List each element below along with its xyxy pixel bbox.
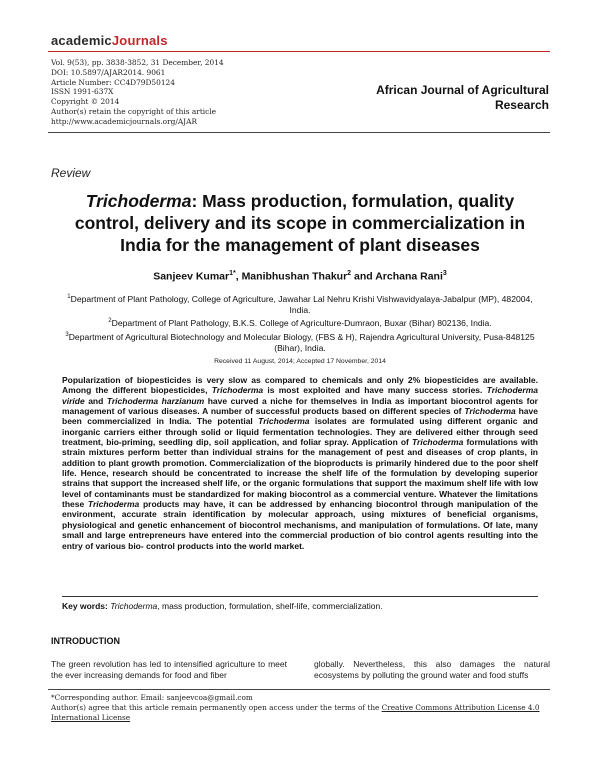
abstract-text: have been commercialized in India. The potential [62,406,538,427]
affiliation-text: Department of Plant Pathology, B.K.S. College of Agriculture-Dumraon, Buxar (Bihar) 802136, India. [111,318,492,329]
title-rest: : Mass production, formulation, quality control, delivery and its scope in commercialization in India for the management of plant diseases [74,191,526,255]
abstract-text: and [84,395,107,406]
affiliation-3 [60,330,540,354]
affiliation-text: Department of Agricultural Biotechnology and Molecular Biology, (FBS & H), Rajendra Agricultural University, Pusa-848125 (Bihar), India. [68,331,535,353]
meta-article-number: Article Number: CC4D79D50124 [51,77,175,87]
author-name: Sanjeev Kumar [153,270,230,283]
author-sup: 2 [347,270,352,277]
meta-issn: ISSN 1991-637X [51,87,114,97]
abstract-text: isolates are formulated using different organic and inorganic carriers either through solid or liquid fermentation technologies. They are delivered either through seed treatment, bio-priming, seedling dip, soil application, and foliar spray. Application of [62,416,538,448]
abstract-rule [62,596,538,597]
license-text: Author(s) agree that this article remain permanently open access under the terms of the [51,703,382,712]
author-name: Archana Rani [375,270,443,283]
body-column-left: The green revolution has led to intensified agriculture to meet the ever increasing demands for food and fiber [51,659,287,680]
abstract-text: formulations with strain mixtures perform better than individual strains for the management of pest and diseases of crop plants, in addition to plant growth promotion. Commercialization of the bioproducts is primarily hindered due to the poor shelf life. Hence, research should be concentrated to increase the shelf life of the formulation by developing superior strains that support the increased shelf life, or the organic formulations that support the maximum shelf life with low level of contaminants must be standardized for making biocontrol as a commercial venture. Whatever the limitations these [62,437,539,510]
journal-logo [51,33,168,48]
abstract-italic-term: Trichoderma [87,499,140,510]
abstract-italic-term: Trichoderma [464,406,516,417]
abstract-text: products may have, it can be addressed by enhancing biocontrol through manipulation of the environment, accurate strain identification by molecular approach, using mixtures of beneficial organisms, physiological and genetic enhancement of biocontrol mechanisms, and manipulation of formulations. Of late, many small and large entrepreneurs have entered into the commercial production of bio control agents resulting into the entry of various bio- control products into the world market. [62,499,538,551]
affiliation-num: 1 [67,294,71,300]
keywords [62,601,538,611]
license-note [51,703,551,723]
affiliation-num: 2 [108,318,112,325]
abstract-italic-term: Trichoderma viride [62,385,538,406]
received-dates: Received 11 August, 2014; Accepted 17 November, 2014 [214,358,386,365]
affiliations [60,292,540,354]
abstract-text: is most exploited and have many success stories. [263,385,487,396]
affiliation-text: Department of Plant Pathology, College of Agriculture, Jawahar Lal Nehru Krishi Vishwavidyalaya-Jabalpur (MP), 482004, India. [70,293,533,316]
abstract-italic-term: Trichoderma harzianum [106,395,205,406]
meta-url[interactable]: http://www.academicjournals.org/AJAR [51,116,198,126]
article-meta [51,58,224,127]
footnote-rule [48,689,550,690]
header-rule-top [48,51,550,52]
keyword-italic: Trichoderma [110,601,158,611]
journal-name-line2: Research [494,98,549,112]
meta-doi: DOI: 10.5897/AJAR2014. 9061 [51,67,166,77]
author-sup: 3 [442,270,447,277]
keywords-rest: , mass production, formulation, shelf-life, commercialization. [157,601,383,611]
logo-part1: academic [51,33,112,48]
license-link[interactable]: Creative Commons Attribution License 4.0 International License [51,703,540,722]
abstract-italic-term: Trichoderma [211,385,264,396]
section-heading-introduction: INTRODUCTION [51,636,120,646]
abstract-text: Popularization of biopesticides is very slow as compared to chemicals and only 2% biopesticides are available. Among the different biopesticides, [62,375,538,396]
meta-copyright: Copyright © 2014 [51,97,120,107]
article-title [56,190,544,256]
author-sep: and [351,270,376,283]
footnote [51,693,551,723]
corresponding-author: *Corresponding author. Email: sanjeevcoa@gmail.com [51,693,253,702]
abstract [62,375,538,551]
author-name: Manibhushan Thakur [241,270,348,283]
abstract-text: have curved a niche for themselves in India as important biocontrol agents for management of various diseases. A number of successful products based on different species of [62,395,538,417]
title-italic: Trichoderma [85,191,192,211]
article-type: Review [51,166,91,180]
author-sep: , [235,270,242,283]
author-sup: 1* [229,270,236,277]
abstract-italic-term: Trichoderma [258,416,310,427]
journal-name [329,83,549,113]
abstract-italic-term: Trichoderma [412,437,464,448]
journal-name-line1: African Journal of Agricultural [376,83,549,97]
keywords-label: Key words: [62,601,108,611]
meta-volume: Vol. 9(53), pp. 3838-3852, 31 December, 2014 [51,58,224,67]
affiliation-2 [60,316,540,329]
affiliation-num: 3 [65,331,69,338]
body-column-right: globally. Nevertheless, this also damages the natural ecosystems by polluting the ground water and food stuffs [314,659,550,680]
logo-part2: Journals [111,33,168,48]
meta-copyright-note: Author(s) retain the copyright of this article [51,106,217,116]
header-rule-bottom [48,132,550,133]
author-list [56,270,544,283]
affiliation-1 [60,292,540,316]
